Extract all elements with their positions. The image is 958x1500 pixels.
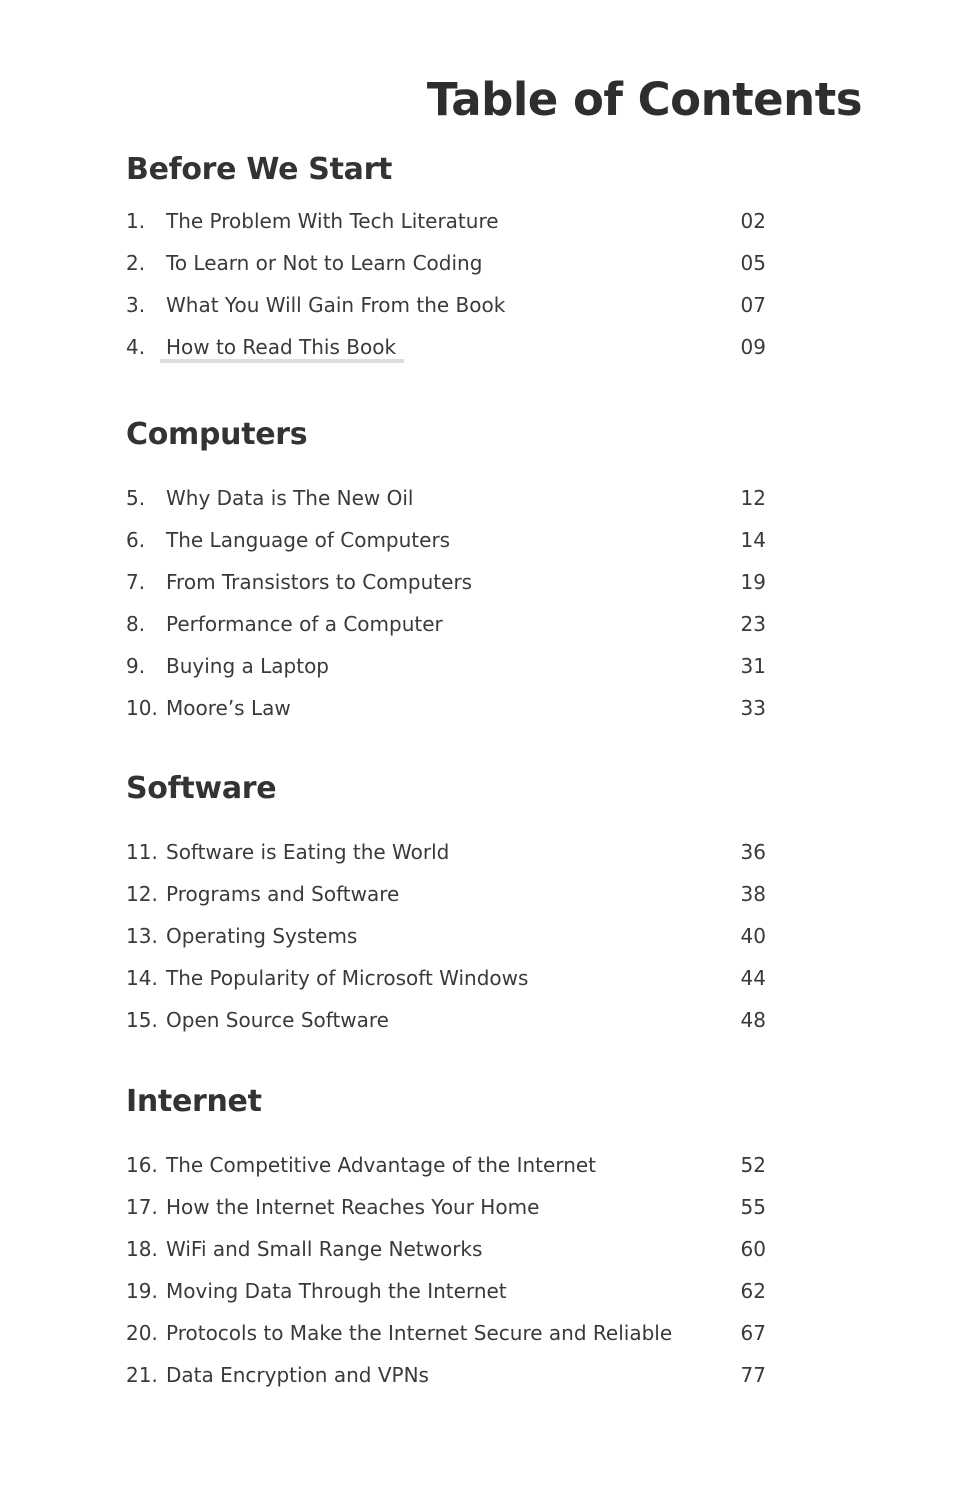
entry-number: 5. xyxy=(126,486,146,510)
entry-title: From Transistors to Computers xyxy=(166,570,473,594)
entry-page-number: 77 xyxy=(740,1363,766,1387)
entry-title: Operating Systems xyxy=(166,924,358,948)
entry-title: The Competitive Advantage of the Internet xyxy=(166,1153,597,1177)
entry-page-number: 19 xyxy=(740,570,766,594)
entry-title: Why Data is The New Oil xyxy=(166,486,414,510)
entry-page-number: 33 xyxy=(740,696,766,720)
entry-title: Protocols to Make the Internet Secure and Reliable xyxy=(166,1321,673,1345)
entry-page-number: 40 xyxy=(740,924,766,948)
entry-title: Performance of a Computer xyxy=(166,612,443,636)
entry-title: Data Encryption and VPNs xyxy=(166,1363,429,1387)
entry-title: Moore’s Law xyxy=(166,696,291,720)
toc-entry[interactable] xyxy=(126,1312,766,1354)
entry-number: 9. xyxy=(126,654,146,678)
toc-entry[interactable] xyxy=(126,1186,766,1228)
entry-page-number: 67 xyxy=(740,1321,766,1345)
entry-page-number: 12 xyxy=(740,486,766,510)
toc-entry[interactable] xyxy=(126,831,766,873)
toc-entry-highlighted[interactable] xyxy=(126,326,766,368)
toc-list xyxy=(126,200,766,368)
toc-entry[interactable] xyxy=(126,999,766,1041)
toc-entry[interactable] xyxy=(126,242,766,284)
entry-title: What You Will Gain From the Book xyxy=(166,293,506,317)
entry-number: 18. xyxy=(126,1237,158,1261)
entry-page-number: 44 xyxy=(740,966,766,990)
entry-title: WiFi and Small Range Networks xyxy=(166,1237,483,1261)
section-title: Before We Start xyxy=(126,152,393,187)
entry-page-number: 52 xyxy=(740,1153,766,1177)
entry-number: 2. xyxy=(126,251,146,275)
entry-title: Software is Eating the World xyxy=(166,840,450,864)
toc-entry[interactable] xyxy=(126,1270,766,1312)
entry-number: 15. xyxy=(126,1008,158,1032)
entry-number: 21. xyxy=(126,1363,158,1387)
toc-entry[interactable] xyxy=(126,561,766,603)
entry-page-number: 09 xyxy=(740,335,766,359)
toc-entry[interactable] xyxy=(126,1144,766,1186)
entry-page-number: 23 xyxy=(740,612,766,636)
toc-entry[interactable] xyxy=(126,957,766,999)
section-internet xyxy=(126,1082,766,1396)
entry-page-number: 55 xyxy=(740,1195,766,1219)
entry-number: 1. xyxy=(126,209,146,233)
entry-page-number: 60 xyxy=(740,1237,766,1261)
toc-list xyxy=(126,831,766,1041)
entry-number: 11. xyxy=(126,840,158,864)
entry-page-number: 38 xyxy=(740,882,766,906)
toc-list xyxy=(126,477,766,729)
entry-page-number: 48 xyxy=(740,1008,766,1032)
entry-title: The Problem With Tech Literature xyxy=(166,209,499,233)
entry-number: 6. xyxy=(126,528,146,552)
entry-number: 19. xyxy=(126,1279,158,1303)
section-computers xyxy=(126,415,766,729)
entry-title: The Popularity of Microsoft Windows xyxy=(166,966,529,990)
toc-entry[interactable] xyxy=(126,519,766,561)
toc-entry[interactable] xyxy=(126,645,766,687)
toc-entry[interactable] xyxy=(126,1228,766,1270)
section-software xyxy=(126,769,766,1041)
section-title: Computers xyxy=(126,417,308,452)
entry-page-number: 02 xyxy=(740,209,766,233)
entry-title: Moving Data Through the Internet xyxy=(166,1279,507,1303)
entry-number: 13. xyxy=(126,924,158,948)
entry-title: To Learn or Not to Learn Coding xyxy=(166,251,483,275)
entry-number: 17. xyxy=(126,1195,158,1219)
entry-page-number: 62 xyxy=(740,1279,766,1303)
entry-number: 16. xyxy=(126,1153,158,1177)
section-before-we-start xyxy=(126,150,766,368)
toc-entry[interactable] xyxy=(126,687,766,729)
entry-page-number: 31 xyxy=(740,654,766,678)
entry-number: 7. xyxy=(126,570,146,594)
entry-number: 12. xyxy=(126,882,158,906)
toc-entry[interactable] xyxy=(126,284,766,326)
toc-entry[interactable] xyxy=(126,200,766,242)
toc-list xyxy=(126,1144,766,1396)
entry-number: 14. xyxy=(126,966,158,990)
toc-entry[interactable] xyxy=(126,477,766,519)
entry-page-number: 36 xyxy=(740,840,766,864)
entry-title: Open Source Software xyxy=(166,1008,389,1032)
toc-entry[interactable] xyxy=(126,1354,766,1396)
entry-page-number: 05 xyxy=(740,251,766,275)
entry-number: 10. xyxy=(126,696,158,720)
entry-page-number: 14 xyxy=(740,528,766,552)
entry-title: The Language of Computers xyxy=(166,528,451,552)
entry-title: Programs and Software xyxy=(166,882,400,906)
entry-number: 20. xyxy=(126,1321,158,1345)
entry-number: 3. xyxy=(126,293,146,317)
entry-title: How the Internet Reaches Your Home xyxy=(166,1195,540,1219)
toc-entry[interactable] xyxy=(126,915,766,957)
entry-title: How to Read This Book xyxy=(160,326,404,368)
section-title: Internet xyxy=(126,1084,262,1119)
entry-page-number: 07 xyxy=(740,293,766,317)
toc-entry[interactable] xyxy=(126,873,766,915)
toc-entry[interactable] xyxy=(126,603,766,645)
page-title: Table of Contents xyxy=(426,73,862,126)
entry-title: Buying a Laptop xyxy=(166,654,329,678)
entry-number: 8. xyxy=(126,612,146,636)
section-title: Software xyxy=(126,771,277,806)
entry-number: 4. xyxy=(126,335,146,359)
